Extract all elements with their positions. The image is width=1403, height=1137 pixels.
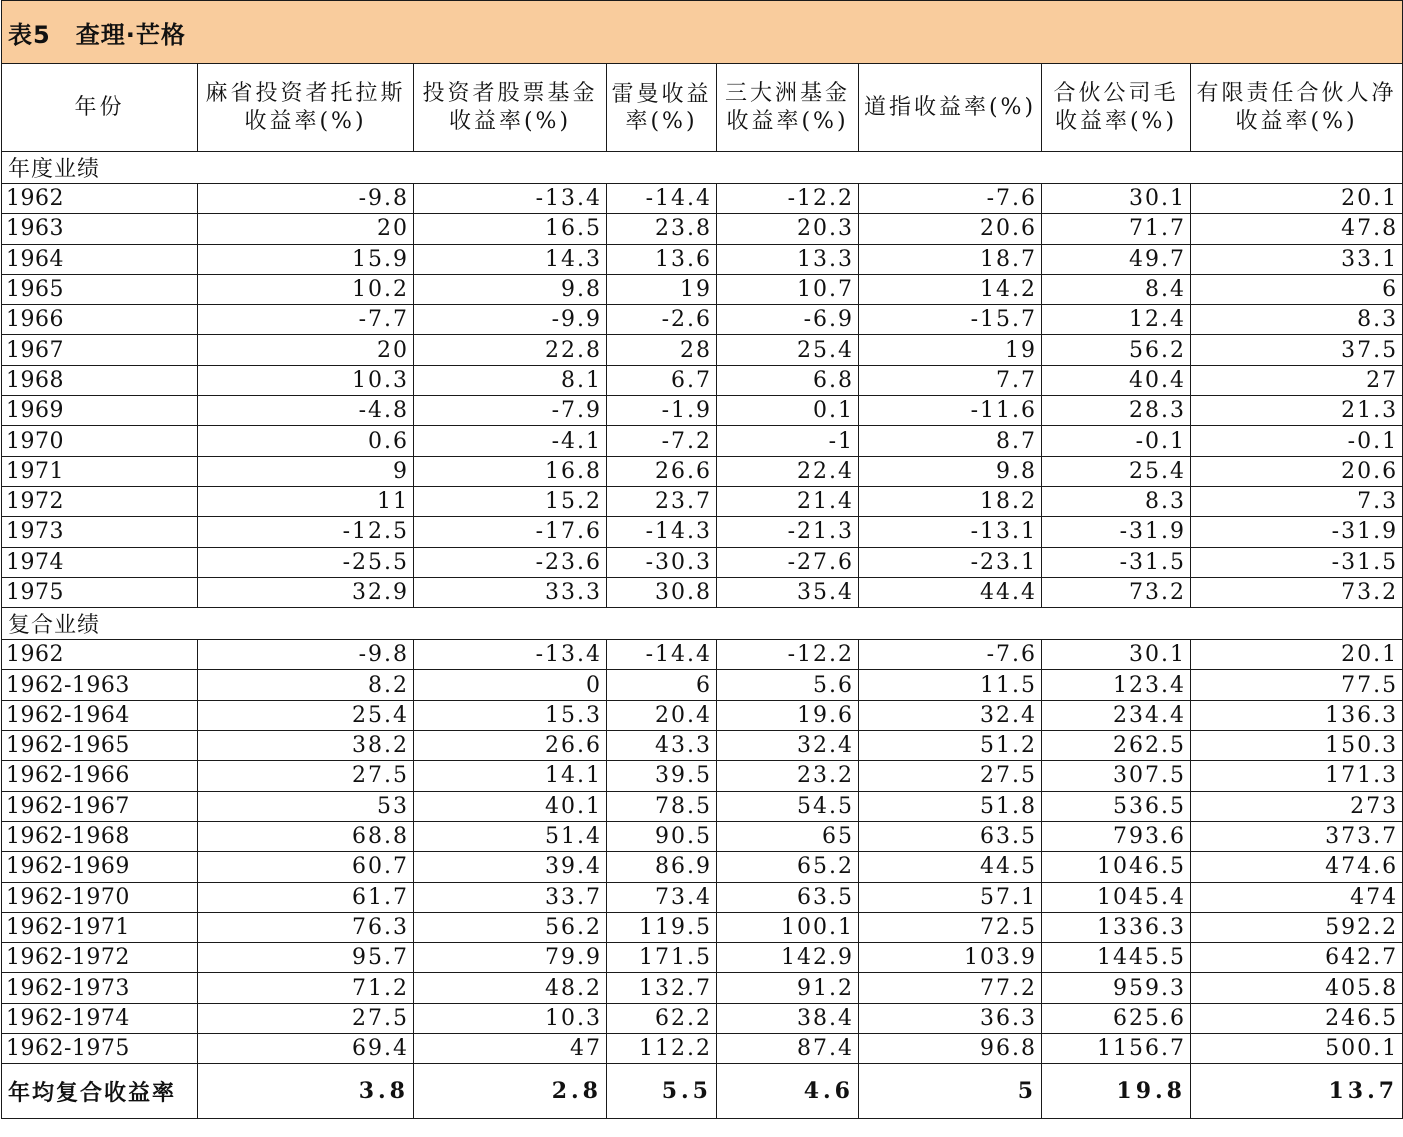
value-cell: 49.7 [1042, 244, 1191, 274]
value-cell: -6.9 [717, 305, 859, 335]
value-cell: 500.1 [1191, 1034, 1403, 1064]
value-cell: 28.3 [1042, 396, 1191, 426]
value-cell: 53 [198, 791, 414, 821]
table-row [2, 1003, 1403, 1033]
value-cell: 793.6 [1042, 821, 1191, 851]
value-cell: 8.4 [1042, 274, 1191, 304]
value-cell: 69.4 [198, 1034, 414, 1064]
value-cell: -1 [717, 426, 859, 456]
value-cell: 14.1 [414, 761, 607, 791]
value-cell: 150.3 [1191, 731, 1403, 761]
value-cell: 32.4 [717, 731, 859, 761]
value-cell: 1045.4 [1042, 882, 1191, 912]
value-cell: 9.8 [414, 274, 607, 304]
average-value-cell: 2.8 [414, 1064, 607, 1119]
value-cell: 44.5 [859, 852, 1042, 882]
value-cell: 373.7 [1191, 821, 1403, 851]
value-cell: 11 [198, 486, 414, 516]
value-cell: -14.3 [607, 517, 717, 547]
value-cell: 39.5 [607, 761, 717, 791]
value-cell: 25.4 [198, 700, 414, 730]
value-cell: 20.1 [1191, 640, 1403, 670]
value-cell: 65 [717, 821, 859, 851]
value-cell: 234.4 [1042, 700, 1191, 730]
year-cell: 1962-1966 [2, 761, 198, 791]
year-cell: 1962-1975 [2, 1034, 198, 1064]
value-cell: 30.1 [1042, 640, 1191, 670]
value-cell: 6 [1191, 274, 1403, 304]
value-cell: 18.2 [859, 486, 1042, 516]
year-cell: 1965 [2, 274, 198, 304]
value-cell: 112.2 [607, 1034, 717, 1064]
value-cell: 642.7 [1191, 943, 1403, 973]
table-row [2, 214, 1403, 244]
table-row [2, 305, 1403, 335]
year-cell: 1975 [2, 577, 198, 607]
average-label: 年均复合收益率 [2, 1064, 198, 1119]
value-cell: 123.4 [1042, 670, 1191, 700]
value-cell: -0.1 [1042, 426, 1191, 456]
value-cell: 76.3 [198, 912, 414, 942]
value-cell: 51.2 [859, 731, 1042, 761]
value-cell: 73.4 [607, 882, 717, 912]
value-cell: 28 [607, 335, 717, 365]
value-cell: 20.4 [607, 700, 717, 730]
column-header-investors-stock-fund: 投资者股票基金收益率(%) [414, 64, 607, 152]
value-cell: -2.6 [607, 305, 717, 335]
value-cell: 20.1 [1191, 184, 1403, 214]
year-cell: 1963 [2, 214, 198, 244]
value-cell: 30.8 [607, 577, 717, 607]
year-cell: 1969 [2, 396, 198, 426]
year-cell: 1964 [2, 244, 198, 274]
table-row [2, 547, 1403, 577]
value-cell: 33.7 [414, 882, 607, 912]
year-cell: 1962-1970 [2, 882, 198, 912]
section-label: 复合业绩 [2, 608, 1403, 640]
value-cell: -14.4 [607, 184, 717, 214]
value-cell: 132.7 [607, 973, 717, 1003]
average-value-cell: 5 [859, 1064, 1042, 1119]
value-cell: 44.4 [859, 577, 1042, 607]
value-cell: 19.6 [717, 700, 859, 730]
value-cell: 536.5 [1042, 791, 1191, 821]
value-cell: 22.8 [414, 335, 607, 365]
year-cell: 1962 [2, 640, 198, 670]
value-cell: 27 [1191, 365, 1403, 395]
value-cell: -0.1 [1191, 426, 1403, 456]
value-cell: 91.2 [717, 973, 859, 1003]
value-cell: 68.8 [198, 821, 414, 851]
value-cell: 32.4 [859, 700, 1042, 730]
value-cell: 37.5 [1191, 335, 1403, 365]
value-cell: 103.9 [859, 943, 1042, 973]
value-cell: 262.5 [1042, 731, 1191, 761]
average-value-cell: 3.8 [198, 1064, 414, 1119]
value-cell: 21.4 [717, 486, 859, 516]
table-row [2, 973, 1403, 1003]
table-row [2, 670, 1403, 700]
year-cell: 1962-1973 [2, 973, 198, 1003]
column-header-year: 年份 [2, 64, 198, 152]
value-cell: 0 [414, 670, 607, 700]
table-row [2, 912, 1403, 942]
average-value-cell: 4.6 [717, 1064, 859, 1119]
value-cell: -12.2 [717, 640, 859, 670]
year-cell: 1968 [2, 365, 198, 395]
value-cell: 273 [1191, 791, 1403, 821]
year-cell: 1966 [2, 305, 198, 335]
value-cell: 10.3 [414, 1003, 607, 1033]
value-cell: -31.9 [1191, 517, 1403, 547]
section-label: 年度业绩 [2, 152, 1403, 184]
table-row [2, 244, 1403, 274]
table-title-row [2, 1, 1403, 64]
value-cell: -23.1 [859, 547, 1042, 577]
table-row [2, 335, 1403, 365]
year-cell: 1962-1965 [2, 731, 198, 761]
value-cell: 19 [859, 335, 1042, 365]
column-header-lehman: 雷曼收益率(%) [607, 64, 717, 152]
value-cell: 6.7 [607, 365, 717, 395]
year-cell: 1967 [2, 335, 198, 365]
value-cell: 62.2 [607, 1003, 717, 1033]
value-cell: 39.4 [414, 852, 607, 882]
year-cell: 1973 [2, 517, 198, 547]
year-cell: 1962-1972 [2, 943, 198, 973]
year-cell: 1962-1968 [2, 821, 198, 851]
value-cell: 8.2 [198, 670, 414, 700]
year-cell: 1962-1967 [2, 791, 198, 821]
value-cell: -4.8 [198, 396, 414, 426]
value-cell: 43.3 [607, 731, 717, 761]
value-cell: 40.1 [414, 791, 607, 821]
average-value-cell: 19.8 [1042, 1064, 1191, 1119]
average-value-cell: 5.5 [607, 1064, 717, 1119]
value-cell: 136.3 [1191, 700, 1403, 730]
value-cell: 16.5 [414, 214, 607, 244]
value-cell: 38.2 [198, 731, 414, 761]
value-cell: 8.7 [859, 426, 1042, 456]
section-header-row [2, 152, 1403, 184]
value-cell: 142.9 [717, 943, 859, 973]
value-cell: 0.1 [717, 396, 859, 426]
table-row [2, 365, 1403, 395]
table-row [2, 184, 1403, 214]
table-row [2, 791, 1403, 821]
table-row [2, 396, 1403, 426]
value-cell: 71.7 [1042, 214, 1191, 244]
value-cell: -30.3 [607, 547, 717, 577]
year-cell: 1962-1969 [2, 852, 198, 882]
value-cell: 32.9 [198, 577, 414, 607]
column-header-tri-continental: 三大洲基金收益率(%) [717, 64, 859, 152]
year-cell: 1972 [2, 486, 198, 516]
value-cell: -14.4 [607, 640, 717, 670]
value-cell: -7.6 [859, 640, 1042, 670]
value-cell: -17.6 [414, 517, 607, 547]
value-cell: 77.5 [1191, 670, 1403, 700]
value-cell: 0.6 [198, 426, 414, 456]
value-cell: 63.5 [859, 821, 1042, 851]
value-cell: 57.1 [859, 882, 1042, 912]
value-cell: -31.5 [1191, 547, 1403, 577]
value-cell: 72.5 [859, 912, 1042, 942]
table-row [2, 517, 1403, 547]
column-header-limited-partners-net: 有限责任合伙人净收益率(%) [1191, 64, 1403, 152]
value-cell: -13.4 [414, 184, 607, 214]
value-cell: 48.2 [414, 973, 607, 1003]
value-cell: 86.9 [607, 852, 717, 882]
value-cell: 26.6 [607, 456, 717, 486]
value-cell: 47.8 [1191, 214, 1403, 244]
value-cell: 56.2 [1042, 335, 1191, 365]
value-cell: 96.8 [859, 1034, 1042, 1064]
value-cell: 14.3 [414, 244, 607, 274]
value-cell: 51.4 [414, 821, 607, 851]
table-row [2, 731, 1403, 761]
value-cell: 15.3 [414, 700, 607, 730]
value-cell: 100.1 [717, 912, 859, 942]
year-cell: 1962-1971 [2, 912, 198, 942]
value-cell: 27.5 [198, 761, 414, 791]
table-row [2, 882, 1403, 912]
value-cell: 78.5 [607, 791, 717, 821]
column-header-dow: 道指收益率(%) [859, 64, 1042, 152]
value-cell: 22.4 [717, 456, 859, 486]
value-cell: 47 [414, 1034, 607, 1064]
table-row [2, 700, 1403, 730]
column-header-row [2, 64, 1403, 152]
value-cell: 16.8 [414, 456, 607, 486]
year-cell: 1962-1963 [2, 670, 198, 700]
value-cell: 9 [198, 456, 414, 486]
year-cell: 1962 [2, 184, 198, 214]
value-cell: 625.6 [1042, 1003, 1191, 1033]
value-cell: 40.4 [1042, 365, 1191, 395]
value-cell: 51.8 [859, 791, 1042, 821]
value-cell: 23.8 [607, 214, 717, 244]
value-cell: 35.4 [717, 577, 859, 607]
value-cell: 25.4 [1042, 456, 1191, 486]
value-cell: -15.7 [859, 305, 1042, 335]
value-cell: 20.6 [859, 214, 1042, 244]
value-cell: -31.5 [1042, 547, 1191, 577]
value-cell: 73.2 [1191, 577, 1403, 607]
value-cell: 9.8 [859, 456, 1042, 486]
table-row [2, 577, 1403, 607]
value-cell: 95.7 [198, 943, 414, 973]
value-cell: 25.4 [717, 335, 859, 365]
value-cell: 23.7 [607, 486, 717, 516]
value-cell: 6 [607, 670, 717, 700]
value-cell: 33.1 [1191, 244, 1403, 274]
value-cell: 13.3 [717, 244, 859, 274]
value-cell: 87.4 [717, 1034, 859, 1064]
value-cell: 65.2 [717, 852, 859, 882]
value-cell: -23.6 [414, 547, 607, 577]
value-cell: 11.5 [859, 670, 1042, 700]
value-cell: 15.2 [414, 486, 607, 516]
value-cell: 592.2 [1191, 912, 1403, 942]
value-cell: 14.2 [859, 274, 1042, 304]
value-cell: 246.5 [1191, 1003, 1403, 1033]
column-header-partnership-gross: 合伙公司毛收益率(%) [1042, 64, 1191, 152]
value-cell: 10.2 [198, 274, 414, 304]
value-cell: 15.9 [198, 244, 414, 274]
section-header-row [2, 608, 1403, 640]
value-cell: 27.5 [859, 761, 1042, 791]
table-row [2, 640, 1403, 670]
value-cell: 19 [607, 274, 717, 304]
value-cell: -9.8 [198, 640, 414, 670]
value-cell: -9.9 [414, 305, 607, 335]
value-cell: 474 [1191, 882, 1403, 912]
year-cell: 1971 [2, 456, 198, 486]
table-row [2, 1034, 1403, 1064]
value-cell: 23.2 [717, 761, 859, 791]
table-row [2, 456, 1403, 486]
value-cell: 405.8 [1191, 973, 1403, 1003]
value-cell: 10.3 [198, 365, 414, 395]
value-cell: 20.6 [1191, 456, 1403, 486]
value-cell: -11.6 [859, 396, 1042, 426]
value-cell: 71.2 [198, 973, 414, 1003]
table-row [2, 943, 1403, 973]
value-cell: 79.9 [414, 943, 607, 973]
value-cell: -4.1 [414, 426, 607, 456]
table-row [2, 821, 1403, 851]
value-cell: 73.2 [1042, 577, 1191, 607]
value-cell: 1445.5 [1042, 943, 1191, 973]
table-row [2, 761, 1403, 791]
table-row [2, 852, 1403, 882]
value-cell: -13.4 [414, 640, 607, 670]
value-cell: 27.5 [198, 1003, 414, 1033]
value-cell: 30.1 [1042, 184, 1191, 214]
value-cell: 60.7 [198, 852, 414, 882]
value-cell: 474.6 [1191, 852, 1403, 882]
value-cell: 90.5 [607, 821, 717, 851]
year-cell: 1970 [2, 426, 198, 456]
value-cell: 959.3 [1042, 973, 1191, 1003]
value-cell: 20 [198, 335, 414, 365]
value-cell: 7.3 [1191, 486, 1403, 516]
year-cell: 1974 [2, 547, 198, 577]
value-cell: 20 [198, 214, 414, 244]
value-cell: -7.9 [414, 396, 607, 426]
column-header-mit: 麻省投资者托拉斯收益率(%) [198, 64, 414, 152]
value-cell: -27.6 [717, 547, 859, 577]
value-cell: 1046.5 [1042, 852, 1191, 882]
value-cell: 171.3 [1191, 761, 1403, 791]
value-cell: -12.2 [717, 184, 859, 214]
value-cell: 8.3 [1191, 305, 1403, 335]
value-cell: 77.2 [859, 973, 1042, 1003]
value-cell: 18.7 [859, 244, 1042, 274]
value-cell: 38.4 [717, 1003, 859, 1033]
value-cell: -21.3 [717, 517, 859, 547]
value-cell: -31.9 [1042, 517, 1191, 547]
value-cell: 26.6 [414, 731, 607, 761]
value-cell: 63.5 [717, 882, 859, 912]
table-row [2, 486, 1403, 516]
value-cell: -1.9 [607, 396, 717, 426]
year-cell: 1962-1964 [2, 700, 198, 730]
value-cell: 33.3 [414, 577, 607, 607]
value-cell: -7.2 [607, 426, 717, 456]
table-row [2, 426, 1403, 456]
value-cell: -9.8 [198, 184, 414, 214]
table-title: 表5 查理·芒格 [2, 1, 1403, 64]
average-value-cell: 13.7 [1191, 1064, 1403, 1119]
value-cell: 54.5 [717, 791, 859, 821]
value-cell: 8.3 [1042, 486, 1191, 516]
value-cell: 307.5 [1042, 761, 1191, 791]
value-cell: 12.4 [1042, 305, 1191, 335]
table-row [2, 274, 1403, 304]
value-cell: 8.1 [414, 365, 607, 395]
value-cell: 7.7 [859, 365, 1042, 395]
value-cell: -13.1 [859, 517, 1042, 547]
value-cell: 21.3 [1191, 396, 1403, 426]
value-cell: -12.5 [198, 517, 414, 547]
value-cell: -7.6 [859, 184, 1042, 214]
value-cell: 1336.3 [1042, 912, 1191, 942]
value-cell: 13.6 [607, 244, 717, 274]
value-cell: -25.5 [198, 547, 414, 577]
value-cell: -7.7 [198, 305, 414, 335]
value-cell: 56.2 [414, 912, 607, 942]
value-cell: 20.3 [717, 214, 859, 244]
average-row [2, 1064, 1403, 1119]
value-cell: 171.5 [607, 943, 717, 973]
year-cell: 1962-1974 [2, 1003, 198, 1033]
value-cell: 1156.7 [1042, 1034, 1191, 1064]
value-cell: 5.6 [717, 670, 859, 700]
value-cell: 61.7 [198, 882, 414, 912]
value-cell: 36.3 [859, 1003, 1042, 1033]
performance-table [1, 0, 1403, 1119]
value-cell: 6.8 [717, 365, 859, 395]
value-cell: 10.7 [717, 274, 859, 304]
value-cell: 119.5 [607, 912, 717, 942]
